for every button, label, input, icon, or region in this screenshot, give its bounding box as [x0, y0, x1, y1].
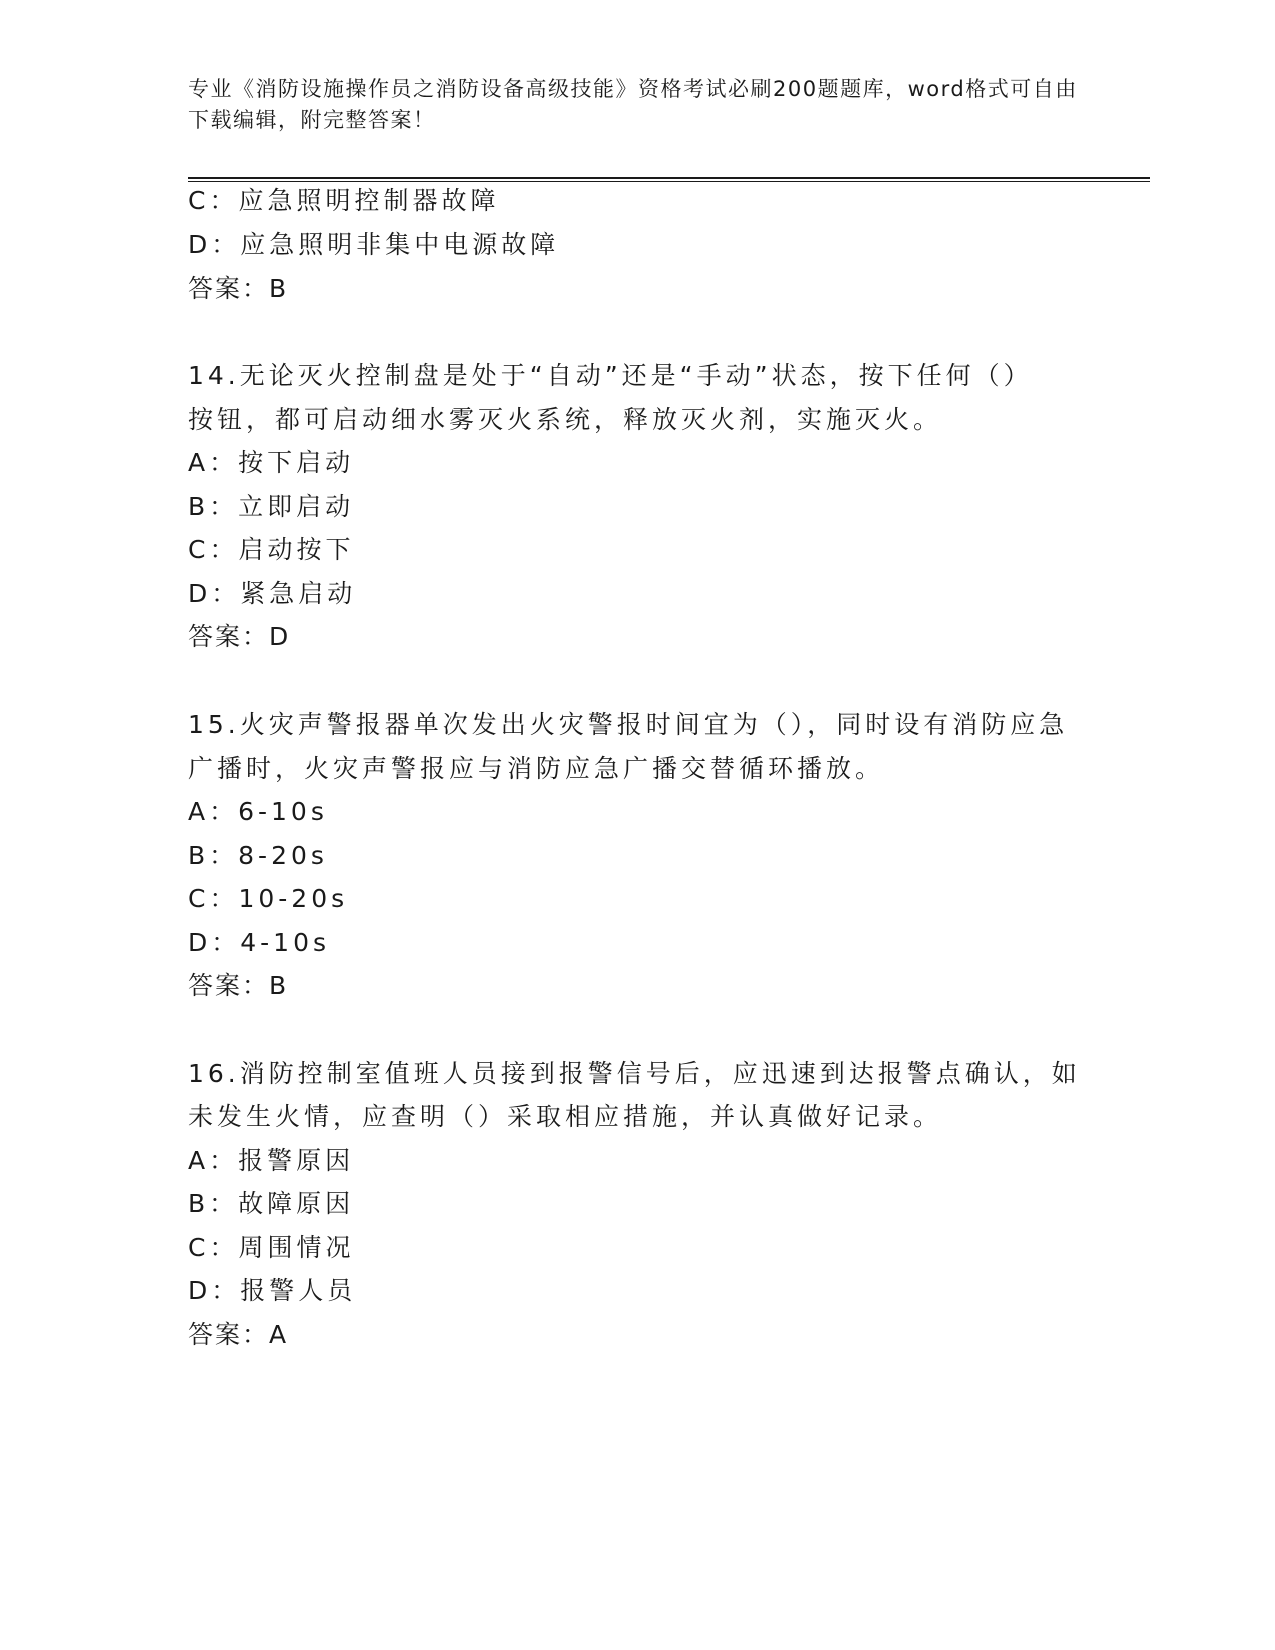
question-stem-line: 按钮，都可启动细水雾灭火系统，释放灭火剂，实施灭火。 — [188, 405, 943, 434]
option-c: C：启动按下 — [188, 535, 355, 564]
option-d: D：应急照明非集中电源故障 — [188, 230, 560, 259]
option-a: A：按下启动 — [188, 448, 355, 477]
option-b: B：故障原因 — [188, 1189, 355, 1218]
option-d: D：4-10s — [188, 928, 331, 957]
option-d: D：紧急启动 — [188, 579, 357, 608]
answer-line: 答案：B — [188, 971, 289, 1000]
option-b: B：立即启动 — [188, 492, 355, 521]
option-a: A：报警原因 — [188, 1146, 355, 1175]
question-stem-line: 14.无论灭火控制盘是处于“自动”还是“手动”状态，按下任何（） — [188, 361, 1033, 390]
option-c: C：10-20s — [188, 884, 349, 913]
option-b: B：8-20s — [188, 841, 328, 870]
question-stem-line: 广播时，火灾声警报应与消防应急广播交替循环播放。 — [188, 754, 885, 783]
header-divider — [188, 177, 1150, 182]
answer-line: 答案：B — [188, 274, 289, 303]
answer-line: 答案：A — [188, 1320, 289, 1349]
answer-line: 答案：D — [188, 622, 291, 651]
page-header-title: 专业《消防设施操作员之消防设备高级技能》资格考试必刷200题题库，word格式可自由下载编辑，附完整答案！ — [188, 77, 1078, 132]
option-d: D：报警人员 — [188, 1276, 357, 1305]
option-c: C：周围情况 — [188, 1233, 355, 1262]
option-c: C：应急照明控制器故障 — [188, 186, 500, 215]
question-stem-line: 15.火灾声警报器单次发出火灾警报时间宜为（），同时设有消防应急 — [188, 710, 1069, 739]
question-stem-line: 未发生火情，应查明（）采取相应措施，并认真做好记录。 — [188, 1102, 943, 1131]
question-stem-line: 16.消防控制室值班人员接到报警信号后，应迅速到达报警点确认，如 — [188, 1059, 1081, 1088]
option-a: A：6-10s — [188, 797, 328, 826]
